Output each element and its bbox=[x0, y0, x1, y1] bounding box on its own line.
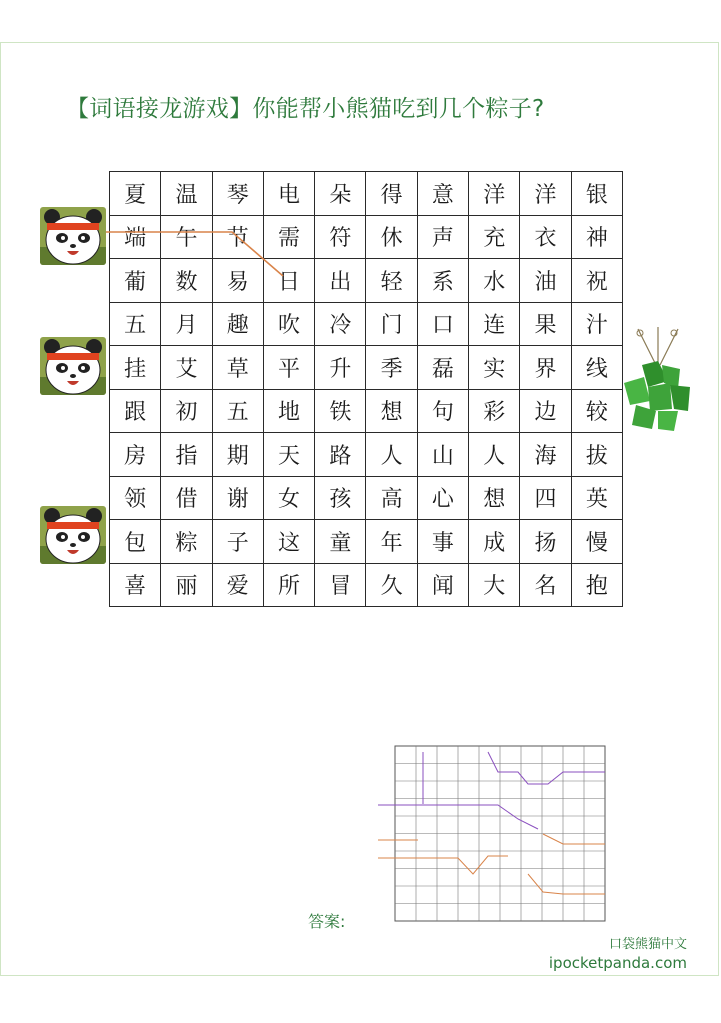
grid-cell[interactable]: 神 bbox=[571, 215, 622, 259]
grid-cell[interactable]: 包 bbox=[110, 520, 161, 564]
grid-cell[interactable]: 月 bbox=[161, 302, 212, 346]
grid-cell[interactable]: 彩 bbox=[469, 389, 520, 433]
grid-row bbox=[110, 172, 623, 216]
grid-cell[interactable]: 山 bbox=[417, 433, 468, 477]
grid-cell[interactable]: 子 bbox=[212, 520, 263, 564]
grid-cell[interactable]: 抱 bbox=[571, 563, 622, 607]
grid-cell[interactable]: 扬 bbox=[520, 520, 571, 564]
grid-cell[interactable]: 房 bbox=[110, 433, 161, 477]
grid-cell[interactable]: 数 bbox=[161, 259, 212, 303]
grid-cell[interactable]: 地 bbox=[263, 389, 314, 433]
grid-row bbox=[110, 215, 623, 259]
grid-cell[interactable]: 海 bbox=[520, 433, 571, 477]
grid-cell[interactable]: 粽 bbox=[161, 520, 212, 564]
grid-row bbox=[110, 389, 623, 433]
grid-cell[interactable]: 银 bbox=[571, 172, 622, 216]
grid-cell[interactable]: 事 bbox=[417, 520, 468, 564]
grid-cell[interactable]: 名 bbox=[520, 563, 571, 607]
grid-cell[interactable]: 慢 bbox=[571, 520, 622, 564]
grid-cell[interactable]: 午 bbox=[161, 215, 212, 259]
grid-row bbox=[110, 476, 623, 520]
grid-cell[interactable]: 意 bbox=[417, 172, 468, 216]
grid-cell[interactable]: 成 bbox=[469, 520, 520, 564]
grid-cell[interactable]: 电 bbox=[263, 172, 314, 216]
panda-face-icon bbox=[40, 207, 106, 265]
grid-cell[interactable]: 边 bbox=[520, 389, 571, 433]
grid-cell[interactable]: 想 bbox=[366, 389, 417, 433]
brand-name: 口袋熊猫中文 bbox=[608, 937, 687, 952]
grid-cell[interactable]: 人 bbox=[469, 433, 520, 477]
grid-cell[interactable]: 端 bbox=[110, 215, 161, 259]
grid-cell[interactable]: 路 bbox=[315, 433, 366, 477]
grid-row bbox=[110, 346, 623, 390]
grid-cell[interactable]: 果 bbox=[520, 302, 571, 346]
grid-cell[interactable]: 琴 bbox=[212, 172, 263, 216]
grid-cell[interactable]: 挂 bbox=[110, 346, 161, 390]
grid-cell[interactable]: 拔 bbox=[571, 433, 622, 477]
grid-cell[interactable]: 吹 bbox=[263, 302, 314, 346]
grid-row bbox=[110, 302, 623, 346]
grid-cell[interactable]: 爱 bbox=[212, 563, 263, 607]
grid-cell[interactable]: 系 bbox=[417, 259, 468, 303]
grid-cell[interactable]: 铁 bbox=[315, 389, 366, 433]
grid-cell[interactable]: 冒 bbox=[315, 563, 366, 607]
grid-cell[interactable]: 轻 bbox=[366, 259, 417, 303]
grid-cell[interactable]: 较 bbox=[571, 389, 622, 433]
grid-cell[interactable]: 得 bbox=[366, 172, 417, 216]
grid-cell[interactable]: 夏 bbox=[110, 172, 161, 216]
grid-row bbox=[110, 520, 623, 564]
grid-cell[interactable]: 需 bbox=[263, 215, 314, 259]
grid-cell[interactable]: 声 bbox=[417, 215, 468, 259]
grid-cell[interactable]: 门 bbox=[366, 302, 417, 346]
grid-cell[interactable]: 界 bbox=[520, 346, 571, 390]
grid-cell[interactable]: 人 bbox=[366, 433, 417, 477]
zongzi-bundle-icon bbox=[618, 325, 698, 435]
panda-face-icon bbox=[40, 337, 106, 395]
grid-cell[interactable]: 葡 bbox=[110, 259, 161, 303]
grid-cell[interactable]: 天 bbox=[263, 433, 314, 477]
grid-cell[interactable]: 洋 bbox=[520, 172, 571, 216]
grid-cell[interactable]: 年 bbox=[366, 520, 417, 564]
panda-face-icon bbox=[40, 506, 106, 564]
grid-cell[interactable]: 衣 bbox=[520, 215, 571, 259]
grid-cell[interactable]: 四 bbox=[520, 476, 571, 520]
grid-cell[interactable]: 孩 bbox=[315, 476, 366, 520]
grid-cell[interactable]: 冷 bbox=[315, 302, 366, 346]
grid-cell[interactable]: 平 bbox=[263, 346, 314, 390]
grid-cell[interactable]: 日 bbox=[263, 259, 314, 303]
grid-cell[interactable]: 女 bbox=[263, 476, 314, 520]
grid-cell[interactable]: 充 bbox=[469, 215, 520, 259]
grid-cell[interactable]: 趣 bbox=[212, 302, 263, 346]
grid-cell[interactable]: 易 bbox=[212, 259, 263, 303]
answer-key-image bbox=[378, 744, 608, 924]
answer-label: 答案: bbox=[308, 912, 346, 931]
grid-cell[interactable]: 季 bbox=[366, 346, 417, 390]
grid-row bbox=[110, 563, 623, 607]
grid-cell[interactable]: 英 bbox=[571, 476, 622, 520]
grid-cell[interactable]: 指 bbox=[161, 433, 212, 477]
grid-cell[interactable]: 喜 bbox=[110, 563, 161, 607]
grid-cell[interactable]: 线 bbox=[571, 346, 622, 390]
grid-cell[interactable]: 这 bbox=[263, 520, 314, 564]
grid-cell[interactable]: 朵 bbox=[315, 172, 366, 216]
grid-cell[interactable]: 汁 bbox=[571, 302, 622, 346]
grid-cell[interactable]: 祝 bbox=[571, 259, 622, 303]
grid-cell[interactable]: 久 bbox=[366, 563, 417, 607]
grid-cell[interactable]: 连 bbox=[469, 302, 520, 346]
grid-cell[interactable]: 节 bbox=[212, 215, 263, 259]
grid-row bbox=[110, 259, 623, 303]
grid-cell[interactable]: 磊 bbox=[417, 346, 468, 390]
page-title: 【词语接龙游戏】你能帮小熊猫吃到几个粽子? bbox=[66, 96, 545, 122]
grid-cell[interactable]: 大 bbox=[469, 563, 520, 607]
grid-cell[interactable]: 五 bbox=[212, 389, 263, 433]
grid-cell[interactable]: 闻 bbox=[417, 563, 468, 607]
grid-cell[interactable]: 高 bbox=[366, 476, 417, 520]
grid-cell[interactable]: 出 bbox=[315, 259, 366, 303]
grid-cell[interactable]: 艾 bbox=[161, 346, 212, 390]
grid-cell[interactable]: 领 bbox=[110, 476, 161, 520]
grid-cell[interactable]: 谢 bbox=[212, 476, 263, 520]
grid-cell[interactable]: 想 bbox=[469, 476, 520, 520]
grid-cell[interactable]: 口 bbox=[417, 302, 468, 346]
word-grid bbox=[109, 171, 623, 607]
grid-cell[interactable]: 油 bbox=[520, 259, 571, 303]
grid-cell[interactable]: 实 bbox=[469, 346, 520, 390]
grid-cell[interactable]: 休 bbox=[366, 215, 417, 259]
grid-cell[interactable]: 借 bbox=[161, 476, 212, 520]
grid-cell[interactable]: 心 bbox=[417, 476, 468, 520]
grid-cell[interactable]: 五 bbox=[110, 302, 161, 346]
grid-cell[interactable]: 升 bbox=[315, 346, 366, 390]
grid-cell[interactable]: 句 bbox=[417, 389, 468, 433]
grid-cell[interactable]: 草 bbox=[212, 346, 263, 390]
grid-cell[interactable]: 初 bbox=[161, 389, 212, 433]
grid-cell[interactable]: 丽 bbox=[161, 563, 212, 607]
grid-cell[interactable]: 童 bbox=[315, 520, 366, 564]
grid-cell[interactable]: 水 bbox=[469, 259, 520, 303]
grid-cell[interactable]: 符 bbox=[315, 215, 366, 259]
grid-row bbox=[110, 433, 623, 477]
grid-cell[interactable]: 跟 bbox=[110, 389, 161, 433]
grid-cell[interactable]: 所 bbox=[263, 563, 314, 607]
grid-cell[interactable]: 洋 bbox=[469, 172, 520, 216]
grid-cell[interactable]: 温 bbox=[161, 172, 212, 216]
grid-cell[interactable]: 期 bbox=[212, 433, 263, 477]
brand-url[interactable]: ipocketpanda.com bbox=[548, 954, 687, 972]
